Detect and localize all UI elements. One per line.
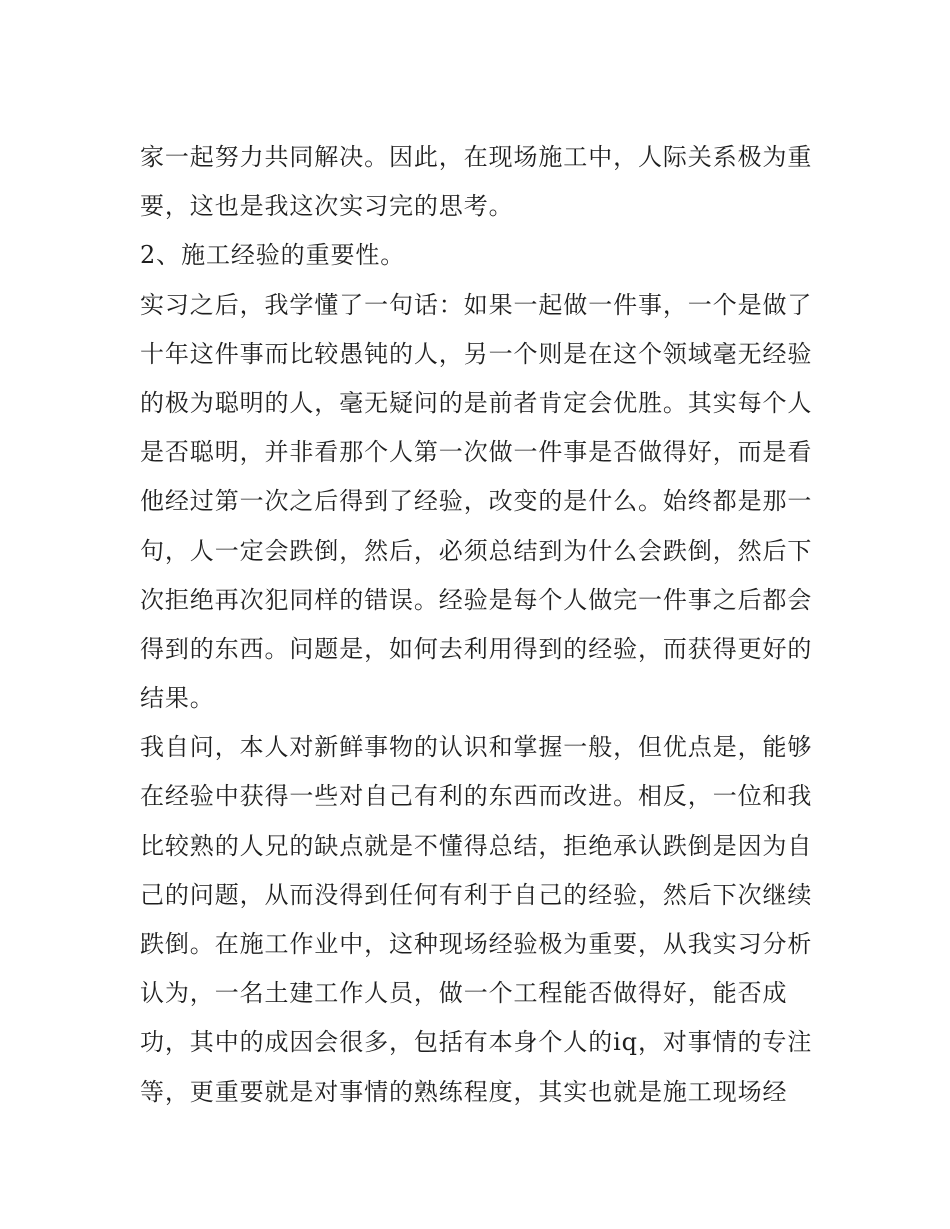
text-line: 次拒绝再次犯同样的错误。经验是每个人做完一件事之后都会 [140, 585, 813, 614]
text-line: 功，其中的成因会很多，包括有本身个人的iq，对事情的专注 [140, 1028, 813, 1057]
text-line: 十年这件事而比较愚钝的人，另一个则是在这个领域毫无经验 [140, 339, 813, 368]
text-line: 2、施工经验的重要性。 [140, 241, 406, 270]
text-line: 实习之后，我学懂了一句话：如果一起做一件事，一个是做了 [140, 290, 813, 319]
text-line: 己的问题，从而没得到任何有利于自己的经验，然后下次继续 [140, 880, 813, 909]
document-page [140, 133, 820, 1117]
text-line: 在经验中获得一些对自己有利的东西而改进。相反，一位和我 [140, 782, 813, 811]
text-line: 跌倒。在施工作业中，这种现场经验极为重要，从我实习分析 [140, 930, 813, 958]
text-line: 结果。 [140, 684, 215, 713]
text-line: 比较熟的人兄的缺点就是不懂得总结，拒绝承认跌倒是因为自 [140, 831, 813, 860]
text-line: 家一起努力共同解决。因此，在现场施工中，人际关系极为重 [140, 143, 813, 171]
text-line: 是否聪明，并非看那个人第一次做一件事是否做得好，而是看 [140, 438, 813, 467]
text-line: 他经过第一次之后得到了经验，改变的是什么。始终都是那一 [140, 487, 813, 516]
text-line: 的极为聪明的人，毫无疑问的是前者肯定会优胜。其实每个人 [140, 388, 813, 417]
text-line: 要，这也是我这次实习完的思考。 [140, 192, 514, 221]
text-line: 句，人一定会跌倒，然后，必须总结到为什么会跌倒，然后下 [140, 536, 813, 565]
text-line: 得到的东西。问题是，如何去利用得到的经验，而获得更好的 [140, 634, 813, 663]
text-line: 认为，一名土建工作人员，做一个工程能否做得好，能否成 [140, 979, 788, 1008]
text-line: 我自问，本人对新鲜事物的认识和掌握一般，但优点是，能够 [140, 733, 813, 762]
text-line: 等，更重要就是对事情的熟练程度，其实也就是施工现场经 [140, 1077, 788, 1106]
